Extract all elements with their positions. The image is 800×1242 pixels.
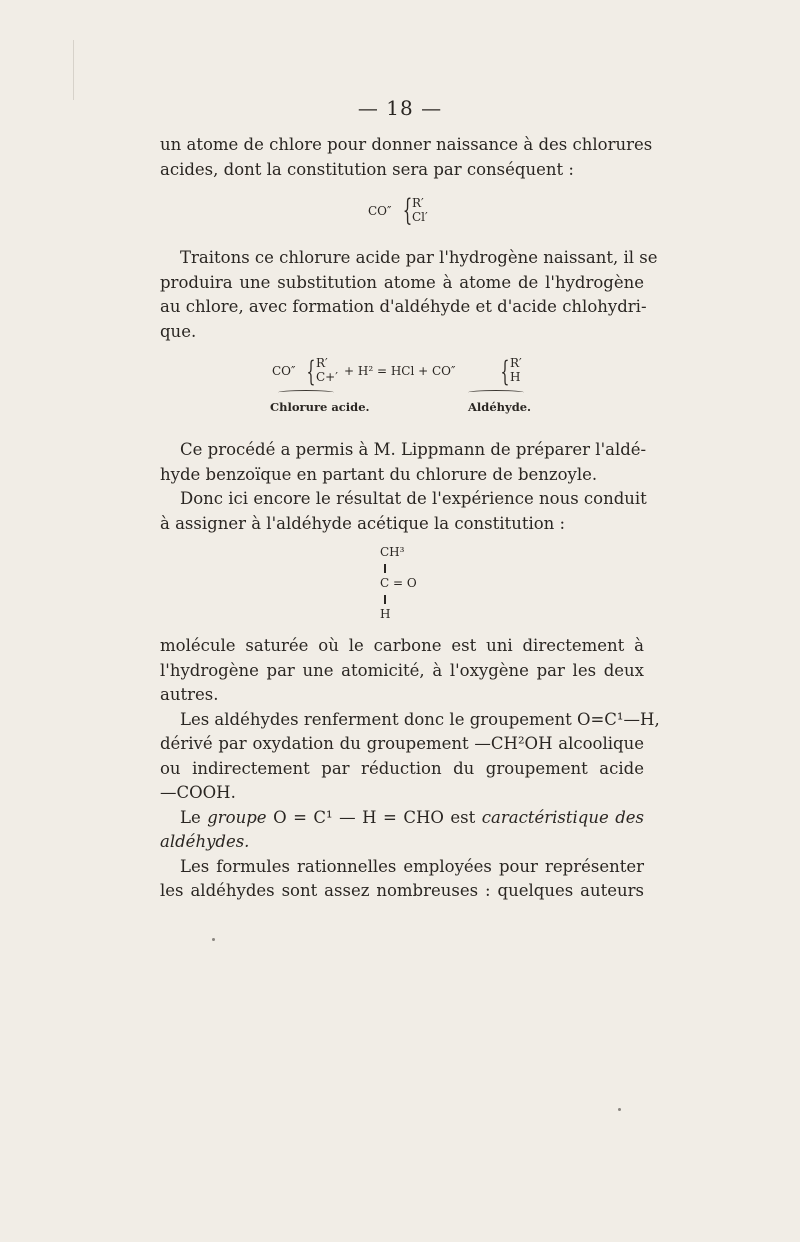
formula-term: R′ (412, 196, 424, 210)
structural-formula (380, 545, 440, 625)
formula-term: + H² = HCl + CO″ (344, 364, 456, 378)
formula-term: CO″ (368, 204, 392, 218)
formula-term: H (510, 370, 521, 384)
text-run: O = C¹ — H = CHO est (266, 807, 482, 827)
paragraph-2 (160, 246, 658, 344)
text-line: molécule saturée où le carbone est uni directement à (160, 636, 644, 655)
brace-icon: { (306, 355, 316, 388)
italic-run: caractéristique des (481, 807, 645, 827)
reaction-equation (272, 352, 552, 422)
caption-right: Aldéhyde. (468, 400, 532, 414)
margin-mark (73, 40, 74, 100)
brace-icon: { (402, 193, 413, 228)
text-line: autres. (160, 685, 219, 704)
formula-term: R′ (510, 356, 522, 370)
text-line: —COOH. (160, 783, 236, 802)
text-line: que. (160, 321, 197, 341)
page-number: — 18 — (357, 96, 443, 120)
text-line: l'hydrogène par une atomicité, à l'oxygène par les deux (160, 660, 644, 680)
text-run: Le (180, 807, 208, 827)
text-line: Ce procédé a permis à M. Lippmann de préparer l'aldé- (180, 440, 647, 459)
text-line: Les formules rationnelles employées pour représenter (180, 856, 644, 876)
text-line: ou indirectement par réduction du groupement acide (160, 758, 644, 778)
text-line: les aldéhydes sont assez nombreuses : quelques auteurs (160, 881, 644, 900)
formula-term: R′ (316, 356, 328, 370)
text-line (160, 806, 644, 831)
underbrace-icon (278, 390, 334, 395)
bond-line (384, 564, 386, 573)
text-line: dérivé par oxydation du groupement —CH²OH alcoolique (160, 734, 644, 753)
underbrace-icon (468, 390, 524, 395)
text-line: au chlore, avec formation d'aldéhyde et d'acide chlohydri- (160, 297, 647, 316)
text-line: hyde benzoïque en partant du chlorure de benzoyle. (160, 464, 598, 484)
text-line: produira une substitution atome à atome de l'hydrogène (160, 272, 644, 292)
brace-icon: { (500, 355, 510, 388)
text-line: aldéhydes. (160, 832, 250, 851)
paragraph-3 (160, 438, 647, 536)
paragraph-4 (160, 634, 660, 904)
caption-left: Chlorure acide. (270, 400, 370, 414)
formula-term: H (380, 607, 391, 621)
speck (212, 938, 215, 941)
text-line: Traitons ce chlorure acide par l'hydrogène naissant, il se (180, 248, 658, 267)
text-line: à assigner à l'aldéhyde acétique la constitution : (160, 513, 566, 533)
text-line: acides, dont la constitution sera par conséquent : (160, 159, 574, 179)
text-line: un atome de chlore pour donner naissance à des chlorures (160, 135, 653, 154)
formula-term: CO″ (272, 364, 296, 378)
formula-term: CH³ (380, 545, 405, 559)
speck (618, 1108, 621, 1111)
bond-line (384, 595, 386, 604)
formula-term: Cl′ (412, 210, 428, 224)
paragraph-1 (160, 133, 653, 182)
formula-term: C+′ (316, 370, 338, 384)
text-line: Les aldéhydes renferment donc le groupement O=C¹—H, (180, 709, 660, 729)
italic-run: groupe (207, 807, 267, 827)
text-line: Donc ici encore le résultat de l'expérience nous conduit (180, 489, 647, 508)
formula-term: C = O (380, 576, 417, 590)
